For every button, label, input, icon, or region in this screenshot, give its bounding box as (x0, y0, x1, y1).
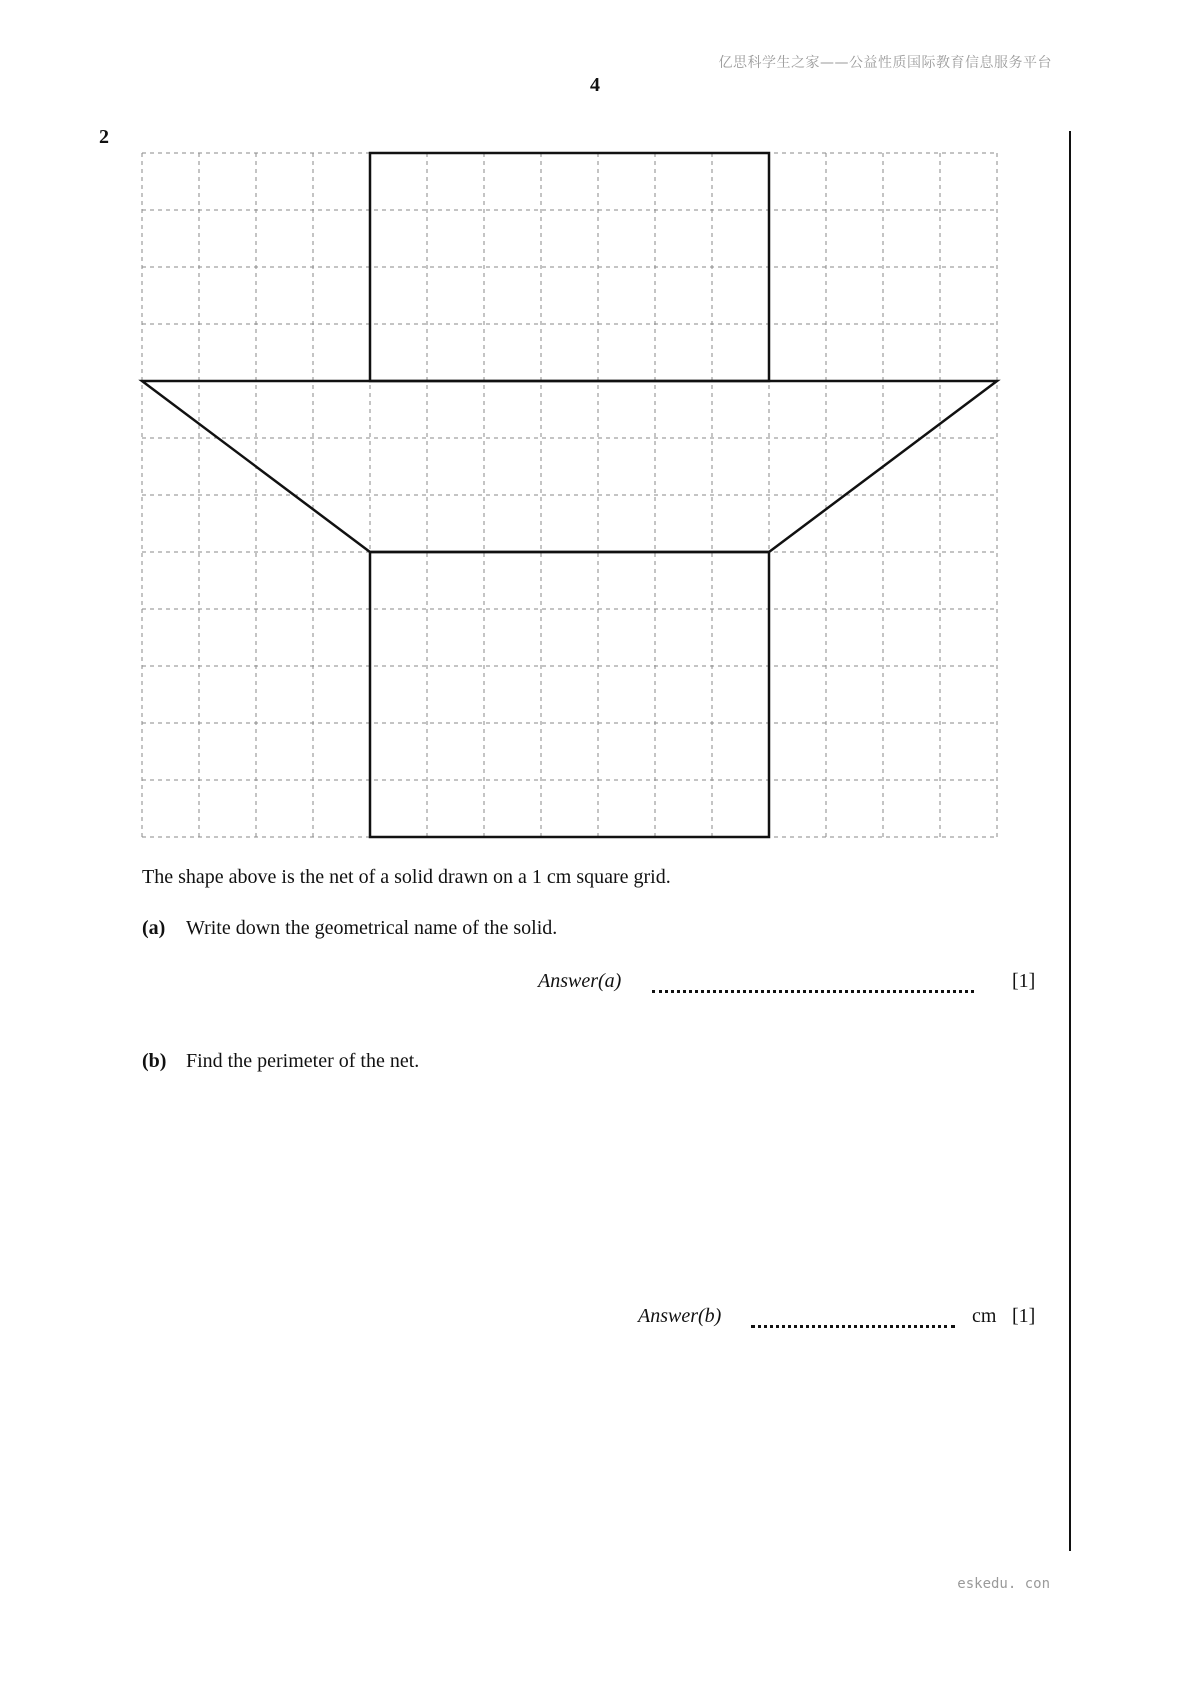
part-b-marks: [1] (1012, 1305, 1036, 1327)
watermark-text: 亿思科学生之家——公益性质国际教育信息服务平台 (718, 55, 1052, 71)
intro-text: The shape above is the net of a solid drawn on a 1 cm square grid. (142, 866, 671, 888)
question-number: 2 (99, 126, 109, 148)
net-middle-band (142, 381, 997, 552)
answer-b-row (0, 1305, 1190, 1335)
net-bottom-rectangle (370, 552, 769, 837)
part-a-marks: [1] (1012, 970, 1036, 992)
part-b-label: (b) (142, 1050, 167, 1072)
answer-a-label: Answer(a) (538, 970, 622, 992)
part-b-question: Find the perimeter of the net. (186, 1050, 420, 1072)
part-a-question-line (142, 917, 557, 940)
part-b-unit: cm (972, 1305, 997, 1327)
part-a-question: Write down the geometrical name of the solid. (186, 917, 558, 939)
dashed-grid (142, 153, 997, 837)
answer-a-field[interactable] (652, 990, 974, 993)
part-b-question-line (142, 1050, 419, 1073)
page-number: 4 (590, 74, 600, 96)
part-a-label: (a) (142, 917, 166, 939)
answer-b-label: Answer(b) (638, 1305, 722, 1327)
answer-b-field[interactable] (751, 1325, 955, 1328)
footer-site-text: eskedu. con (957, 1576, 1050, 1592)
answer-a-row (0, 970, 1190, 1000)
